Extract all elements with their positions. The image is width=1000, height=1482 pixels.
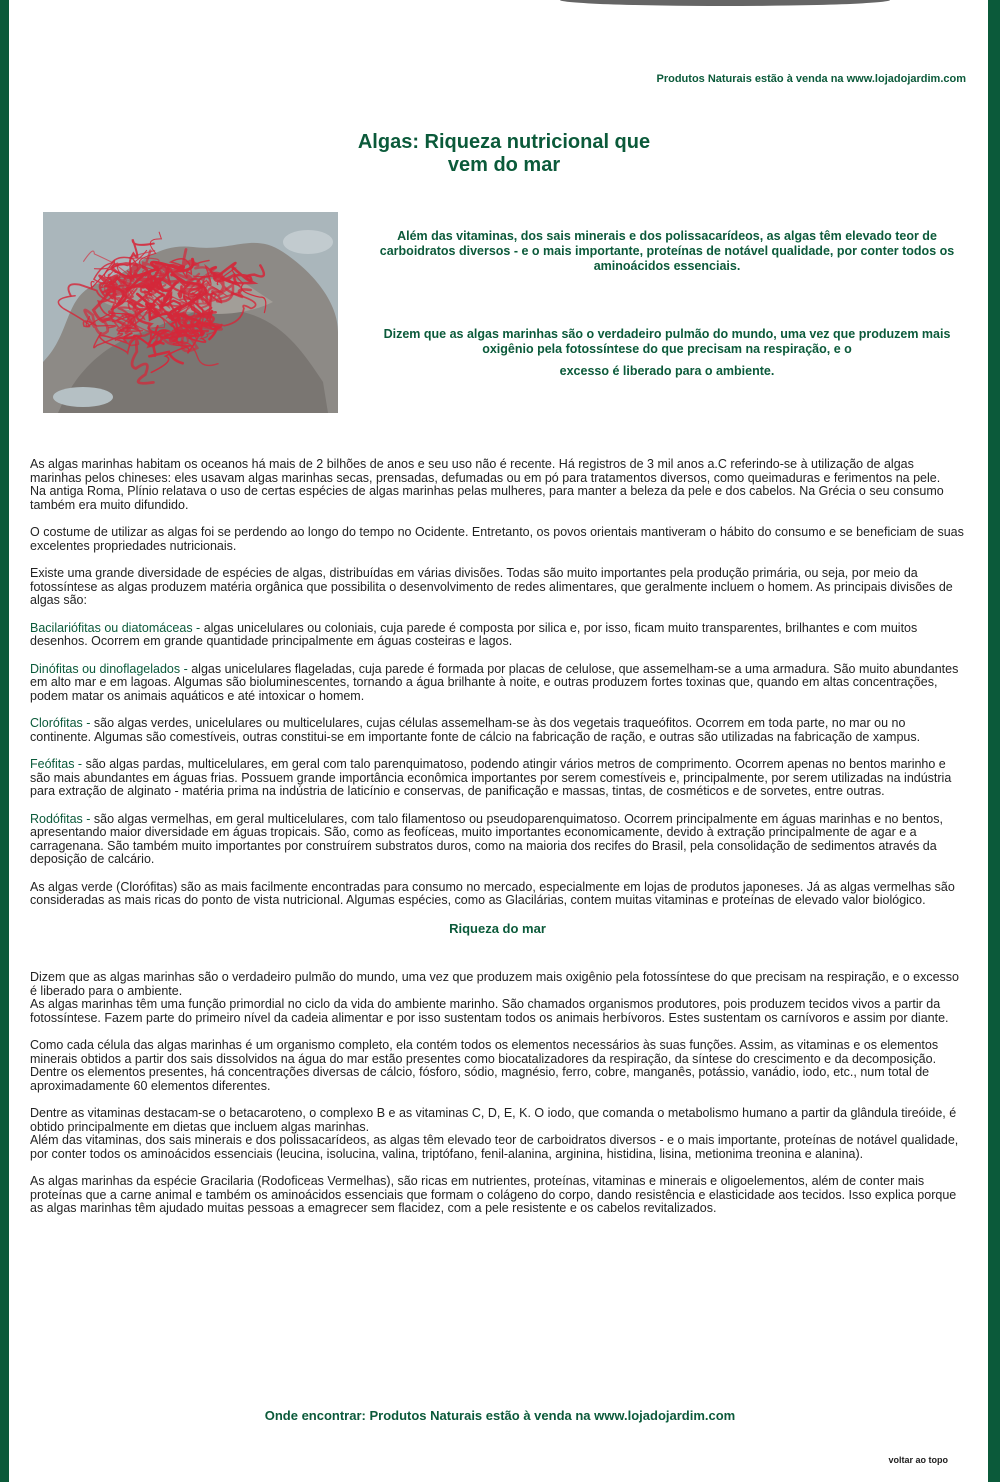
left-border [0,0,9,1482]
article-paragraph [30,458,965,512]
division-text: algas unicelulares ou coloniais, cuja parede é composta por silica e, por isso, ficam muito transparentes, brilhantes e com muitos desenhos. Ocorrem em grande quantidade principalmente em águas costeiras e lagos. [30,620,918,648]
right-border [988,0,1000,1482]
back-to-top-link[interactable]: voltar ao topo [888,1455,948,1465]
article-paragraph [30,971,965,1025]
intro-paragraph-1: Além das vitaminas, dos sais minerais e dos polissacarídeos, as algas têm elevado teor de carboidratos diversos - e o mais importante, proteínas de notável qualidade, por conter todos os aminoácidos essenciais. [379,229,955,273]
division-text: algas unicelulares flageladas, cuja parede é formada por placas de celulose, que assemelham-se a uma armadura. São muito abundantes em alto mar e em lagoas. Algumas são bioluminescentes, tornando a água brilhante à noite, e outras produzem fortes toxinas que, quando em altas concentrações, podem matar os animais aquáticos e até intoxicar o homem. [30,661,959,703]
article-paragraph: As algas marinhas da espécie Gracilaria (Rodoficeas Vermelhas), são ricas em nutrientes, proteínas, vitaminas e minerais e oligoelementos, além de conter mais proteínas que a carne animal e também os aminoácidos essenciais que formam o colágeno do corpo, dando resistência e elasticidade aos tecidos. Isso explica porque as algas marinhas têm ajudado muitas pessoas a emagrecer sem flacidez, com a pele resistente e os cabelos revitalizados. [30,1174,957,1215]
footer-store-link[interactable]: Onde encontrar: Produtos Naturais estão à venda na www.lojadojardim.com [264,1408,736,1423]
division-item [30,758,965,799]
division-item [30,663,965,704]
seaweed-photo-image [43,212,338,413]
division-term: Rodófitas - [30,811,91,826]
article-paragraph: O costume de utilizar as algas foi se perdendo ao longo do tempo no Ocidente. Entretanto, os povos orientais mantiveram o hábito do consumo e se beneficiam de suas excelentes propriedades nutricionais. [30,525,964,553]
intro-paragraph-2-tail: excesso é liberado para o ambiente. [559,364,775,378]
article-text: Dentre as vitaminas destacam-se o betacaroteno, o complexo B e as vitaminas C, D, E, K. O iodo, que comanda o metabolismo humano a partir da glândula tireóide, é obtido principalmente em dietas que incluem algas marinhas. [30,1106,957,1134]
article-text: As algas marinhas habitam os oceanos há mais de 2 bilhões de anos e seu uso não é recente. Há registros de 3 mil anos a.C referindo-se à utilização de algas marinhas pelos chineses: eles usavam algas marinhas secas, prensadas, defumadas ou em pó para tratamentos diversos, como queimaduras e ferimentos na pele. [30,457,941,485]
division-item [30,813,965,867]
section-title: Riqueza do mar [449,920,546,936]
article-text: Na antiga Roma, Plínio relatava o uso de certas espécies de algas marinhas pelas mulheres, para manter a beleza da pele e dos cabelos. Na Grécia o seu consumo também era muito difundido. [30,484,944,512]
division-term: Dinófitas ou dinoflagelados - [30,661,188,676]
article-paragraph: As algas verde (Clorófitas) são as mais facilmente encontradas para consumo no mercado, especialmente em lojas de produtos japoneses. Já as algas vermelhas são consideradas as mais ricas do ponto de vista nutricional. Algumas espécies, como as Glacilárias, contem muitas vitaminas e proteínas de elevado valor biológico. [30,879,955,907]
division-text: são algas pardas, multicelulares, em geral com talo parenquimatoso, podendo atingir vários metros de comprimento. Ocorrem apenas no bentos marinho e são mais abundantes em águas frias. Possuem grande importância econômica importantes por serem comestíveis e, principalmente, por serem utilizadas na indústria para extração de alginato - matéria prima na indústria de laticínio e conservas, de panificação e massas, tintas, de cosméticos e de sorvetes, entre outras. [30,757,952,798]
page-title-line2: vem do mar [447,154,561,176]
article-text: Além das vitaminas, dos sais minerais e dos polissacarídeos, as algas têm elevado teor de carboidratos diversos - e o mais importante, proteínas de notável qualidade, por conter todos os aminoácidos essenciais (leucina, isolucina, valina, triptófano, fenil-alanina, arginina, histidina, lisina, metionima treonina e alanina). [30,1133,959,1161]
top-decoration [560,0,890,6]
article-paragraph: Existe uma grande diversidade de espécies de algas, distribuídas em várias divisões. Todas são muito importantes pela produção primária, ou seja, por meio da fotossíntese as algas produzem matéria orgânica que possibilita o desenvolvimento de redes alimentares, que geralmente incluem o homem. As principais divisões de algas são: [30,566,953,607]
article-body [30,458,965,1230]
division-term: Bacilariófitas ou diatomáceas - [30,620,201,635]
division-item [30,622,965,649]
page-title [0,131,1000,177]
page-title-line1: Algas: Riqueza nutricional que [357,131,651,153]
top-store-note: Produtos Naturais estão à venda na www.lojadojardim.com [656,73,966,85]
division-text: são algas verdes, unicelulares ou multicelulares, cujas células assemelham-se às dos vegetais traqueófitos. Ocorrem em toda parte, no mar ou no continente. Algumas são comestíveis, outras constitui-se em importante fonte de cálcio na fabricação de ração, e outras são utilizadas na fabricação de xampus. [30,716,921,744]
division-text: são algas vermelhas, em geral multicelulares, com talo filamentoso ou pseudoparenquimatoso. Ocorrem principalmente em águas marinhas e no bentos, apresentando maior diversidade em águas tropicais. São, como as feofíceas, muito importantes economicamente, devido à extração principalmente de agar e a carragenana. São também muito importantes por construírem substratos duros, como na maioria dos recifes do Brasil, pela consolidação de sedimentos através da deposição de calcário. [30,811,943,866]
division-item [30,717,965,744]
division-term: Feófitas - [30,757,83,771]
intro-paragraph-2 [376,327,958,379]
intro-paragraph-2-main: Dizem que as algas marinhas são o verdadeiro pulmão do mundo, uma vez que produzem mais oxigênio pela fotossíntese do que precisam na respiração, e o [383,327,951,356]
article-paragraph: Como cada célula das algas marinhas é um organismo completo, ela contém todos os elementos necessários às suas funções. Assim, as vitaminas e os elementos minerais obtidos a partir dos sais dissolvidos na água do mar estão presentes como biocatalizadores da respiração, da síntese do crescimento e da decomposição. Dentre os elementos presentes, há concentrações diversas de cálcio, fósforo, sódio, magnésio, ferro, cobre, manganês, potássio, vanádio, iodo, etc., num total de aproximadamente 60 elementos diferentes. [30,1038,939,1093]
article-paragraph [30,1107,965,1161]
article-text: As algas marinhas têm uma função primordial no ciclo da vida do ambiente marinho. São chamados organismos produtores, pois produzem tecidos vivos a partir da fotossíntese. Fazem parte do primeiro nível da cadeia alimentar e por isso sustentam todos os animais herbívoros. Estes sustentam os carnívoros e assim por diante. [30,997,949,1025]
division-term: Clorófitas - [30,716,91,730]
seaweed-photo [43,212,338,413]
article-text: Dizem que as algas marinhas são o verdadeiro pulmão do mundo, uma vez que produzem mais oxigênio pela fotossíntese do que precisam na respiração, e o excesso é liberado para o ambiente. [30,970,959,998]
